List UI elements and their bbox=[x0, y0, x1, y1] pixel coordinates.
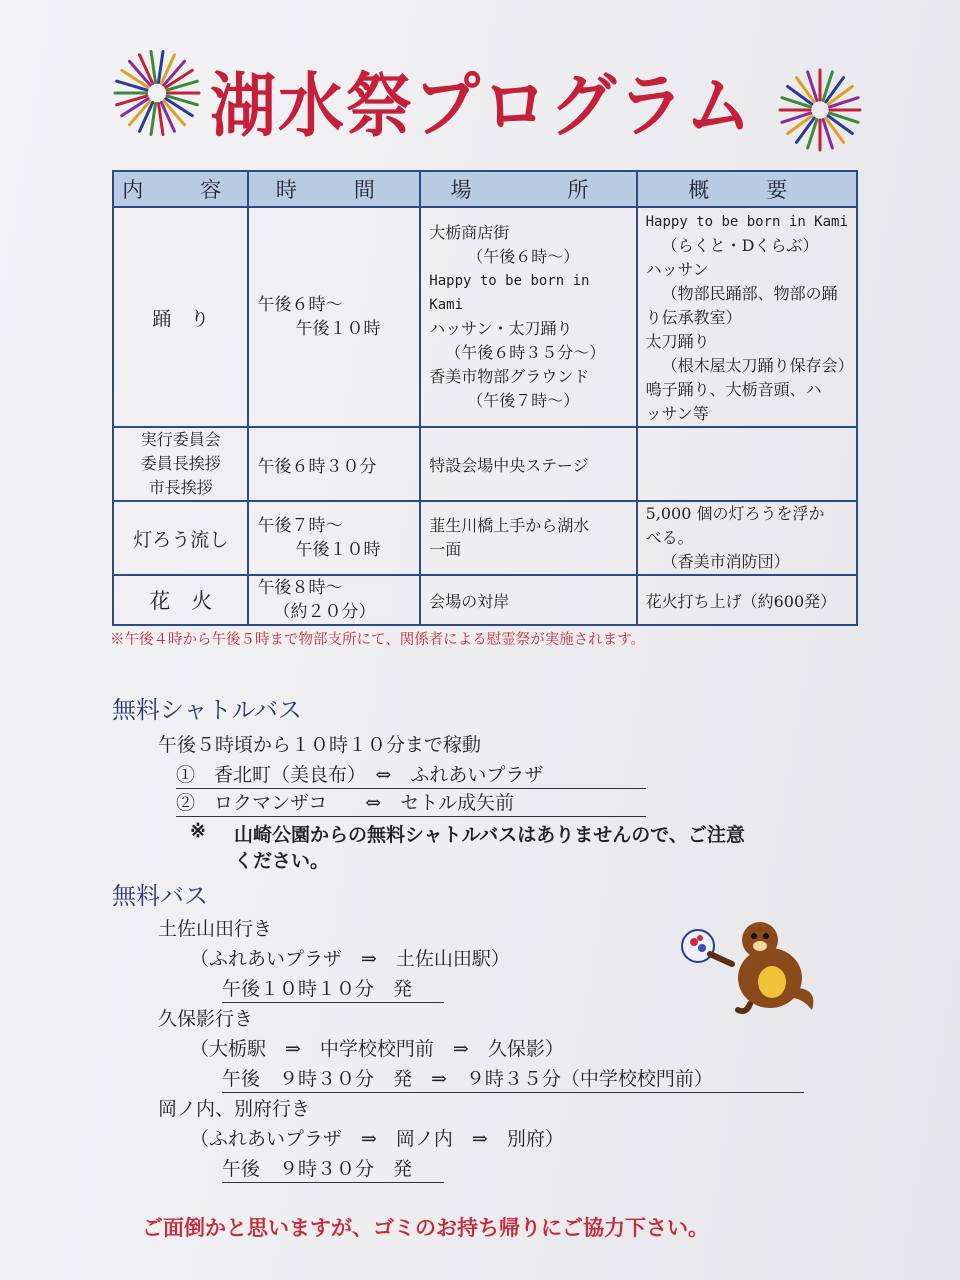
bus-route-1: （ふれあいプラザ ⇒ 土佐山田駅） bbox=[190, 948, 510, 970]
time-line: （約２０分） bbox=[273, 602, 376, 622]
program-table bbox=[112, 170, 858, 626]
row-ceremony-place: 特設会場中央ステージ bbox=[420, 427, 636, 501]
place-line: （午後６時３５分～） bbox=[445, 343, 606, 362]
bus-dest-2: 久保影行き bbox=[158, 1008, 254, 1030]
summary-line: 太刀踊り bbox=[645, 332, 710, 351]
table-header-row bbox=[113, 171, 857, 207]
row-fireworks-time bbox=[248, 575, 420, 625]
shuttle-hours: 午後５時頃から１０時１０分まで稼動 bbox=[158, 734, 482, 756]
table-row bbox=[113, 427, 857, 501]
row-lantern-summary bbox=[637, 501, 857, 575]
row-lantern-place bbox=[420, 501, 636, 575]
time-line: 午後８時～ bbox=[257, 578, 343, 598]
shuttle-notice-line-1: 山崎公園からの無料シャトルバスはありませんので、ご注意 bbox=[234, 824, 745, 846]
table-row bbox=[113, 501, 857, 575]
summary-line: Happy to be born in Kami bbox=[645, 214, 848, 230]
item-line: 実行委員会 bbox=[140, 430, 221, 449]
row-dance-summary bbox=[637, 207, 857, 427]
table-row bbox=[113, 575, 857, 625]
item-line: 市長挨拶 bbox=[148, 478, 213, 497]
firework-right-icon bbox=[776, 62, 864, 172]
bus-time-1: 午後１０時１０分 発 bbox=[222, 974, 444, 1003]
summary-line: べる。 bbox=[645, 528, 694, 547]
place-line: ハッサン・太刀踊り bbox=[429, 319, 573, 338]
row-ceremony-item bbox=[113, 427, 248, 501]
row-ceremony-time: 午後６時３０分 bbox=[248, 427, 420, 501]
row-fireworks-place: 会場の対岸 bbox=[420, 575, 636, 625]
summary-line: 5,000 個の灯ろうを浮か bbox=[645, 504, 825, 523]
row-fireworks-summary: 花火打ち上げ（約600発） bbox=[637, 575, 857, 625]
time-line: 午後１０時 bbox=[295, 540, 381, 560]
summary-line: （香美市消防団） bbox=[661, 552, 790, 571]
row-dance-time bbox=[248, 207, 420, 427]
place-line: （午後６時～） bbox=[467, 247, 580, 266]
header-place: 場 所 bbox=[420, 171, 636, 207]
time-line: 午後７時～ bbox=[257, 516, 343, 536]
otter-mascot-icon bbox=[680, 918, 820, 1018]
bus-dest-3: 岡ノ内、別府行き bbox=[158, 1098, 311, 1120]
summary-line: ハッサン bbox=[645, 260, 709, 279]
table-footnote: ※午後４時から午後５時まで物部支所にて、関係者による慰霊祭が実施されます。 bbox=[110, 632, 646, 648]
header-summary: 概 要 bbox=[637, 171, 857, 207]
header-time: 時 間 bbox=[248, 171, 420, 207]
shuttle-heading: 無料シャトルバス bbox=[112, 696, 302, 724]
place-line: Happy to be born in Kami bbox=[429, 273, 590, 313]
bus-route-3: （ふれあいプラザ ⇒ 岡ノ内 ⇒ 別府） bbox=[190, 1128, 564, 1150]
shuttle-notice-line-2: ください。 bbox=[234, 850, 330, 872]
row-dance-item: 踊 り bbox=[113, 207, 248, 427]
summary-line: （らくと・Dくらぶ） bbox=[661, 236, 819, 255]
bus-time-3: 午後 ９時３０分 発 bbox=[222, 1154, 444, 1183]
time-line: 午後６時～ bbox=[257, 295, 343, 315]
time-line: 午後１０時 bbox=[295, 319, 381, 339]
summary-line: ッサン等 bbox=[645, 404, 709, 423]
place-line: 香美市物部グラウンド bbox=[429, 367, 590, 386]
bus-route-2: （大栃駅 ⇒ 中学校校門前 ⇒ 久保影） bbox=[190, 1038, 564, 1060]
firework-left-icon bbox=[112, 48, 202, 138]
bus-dest-1: 土佐山田行き bbox=[158, 918, 273, 940]
summary-line: り伝承教室） bbox=[645, 308, 742, 327]
place-line: 一面 bbox=[429, 540, 462, 559]
shuttle-notice-mark: ※ bbox=[190, 820, 206, 842]
row-lantern-item: 灯ろう流し bbox=[113, 501, 248, 575]
row-fireworks-item: 花 火 bbox=[113, 575, 248, 625]
summary-line: （根木屋太刀踊り保存会） bbox=[661, 356, 854, 375]
row-dance-place bbox=[420, 207, 636, 427]
footer-request: ご面倒かと思いますが、ゴミのお持ち帰りにご協力下さい。 bbox=[142, 1216, 709, 1240]
row-ceremony-summary bbox=[637, 427, 857, 501]
table-row bbox=[113, 207, 857, 427]
page-title: 湖水祭プログラム bbox=[210, 65, 754, 147]
shuttle-route-2: ② ロクマンザコ ⇔ セトル成矢前 bbox=[176, 788, 646, 817]
header-item: 内 容 bbox=[113, 171, 248, 207]
bus-time-2: 午後 ９時３０分 発 ⇒ ９時３５分（中学校校門前） bbox=[222, 1064, 804, 1093]
summary-line: （物部民踊部、物部の踊 bbox=[661, 284, 838, 303]
summary-line: 鳴子踊り、大栃音頭、ハ bbox=[645, 380, 822, 399]
place-line: 大栃商店街 bbox=[429, 223, 510, 242]
item-line: 委員長挨拶 bbox=[140, 454, 221, 473]
bus-heading: 無料バス bbox=[112, 882, 208, 910]
row-lantern-time bbox=[248, 501, 420, 575]
place-line: 韮生川橋上手から湖水 bbox=[429, 516, 590, 535]
place-line: （午後７時～） bbox=[467, 391, 580, 410]
shuttle-route-1: ① 香北町（美良布） ⇔ ふれあいプラザ bbox=[176, 760, 646, 789]
